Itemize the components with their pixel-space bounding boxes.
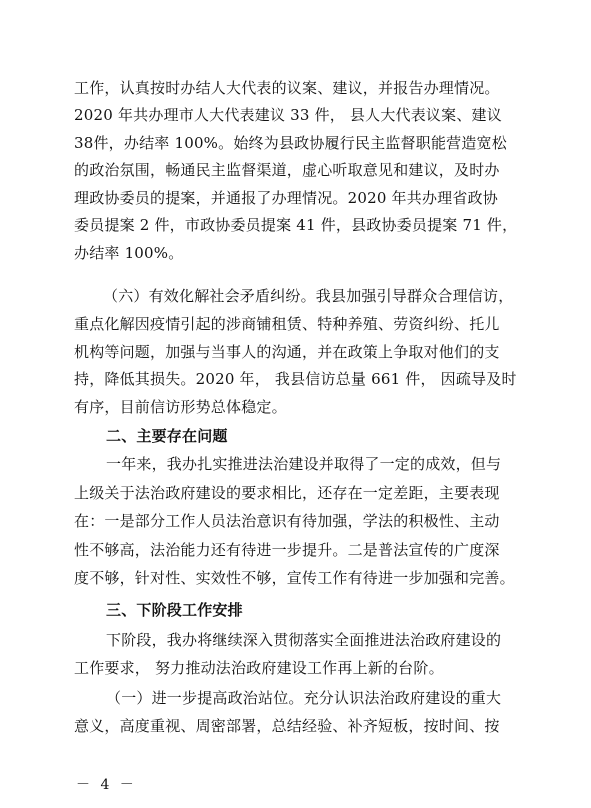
body-text-line: 2020 年共办理市人大代表建议 33 件， 县人大代表议案、建议 <box>74 106 502 124</box>
body-text-line: 38件，办结率 100%。始终为县政协履行民主监督职能营造宽松 <box>74 134 507 152</box>
body-text-line: 上级关于法治政府建设的要求相比，还存在一定差距，主要表现 <box>74 484 500 502</box>
body-text-line: 度不够，针对性、实效性不够，宣传工作有待进一步加强和完善。 <box>74 569 515 587</box>
body-text-line: 有序，目前信访形势总体稳定。 <box>74 398 287 416</box>
body-text-line: 理政协委员的提案，并通报了办理情况。2020 年共办理省政协 <box>74 189 498 207</box>
body-text-line: 工作要求， 努力推动法治政府建设工作再上新的台阶。 <box>74 659 444 677</box>
body-text-line: 性不够高，法治能力还有待进一步提升。二是普法宣传的广度深 <box>74 541 500 559</box>
body-text-line: 的政治氛围，畅通民主监督渠道，虚心听取意见和建议，及时办 <box>74 161 500 179</box>
body-text-line: 重点化解因疫情引起的涉商铺租赁、特种养殖、劳资纠纷、托儿 <box>74 315 500 333</box>
section-heading: 二、主要存在问题 <box>106 427 228 445</box>
body-text-line: 在：一是部分工作人员法治意识有待加强，学法的积极性、主动 <box>74 512 500 530</box>
page-number: － 4 － <box>76 777 137 793</box>
body-text-line: 一年来，我办扎实推进法治建设并取得了一定的成效，但与 <box>106 455 502 473</box>
body-text-line: 下阶段，我办将继续深入贯彻落实全面推进法治政府建设的 <box>106 631 502 649</box>
body-text-line: 意义，高度重视、周密部署，总结经验、补齐短板，按时间、按 <box>74 717 500 735</box>
body-text-line: 工作，认真按时办结人大代表的议案、建议，并报告办理情况。 <box>74 79 500 97</box>
body-text-line: 委员提案 2 件，市政协委员提案 41 件，县政协委员提案 71 件， <box>74 216 518 234</box>
section-heading: 三、下阶段工作安排 <box>106 601 243 619</box>
body-text-line: 机构等问题，加强与当事人的沟通，并在政策上争取对他们的支 <box>74 343 500 361</box>
body-text-line: 持，降低其损失。2020 年， 我县信访总量 661 件， 因疏导及时 <box>74 370 517 388</box>
body-text-line: （六）有效化解社会矛盾纠纷。我县加强引导群众合理信访， <box>103 287 514 305</box>
body-text-line: 办结率 100%。 <box>74 244 184 262</box>
body-text-line: （一）进一步提高政治站位。充分认识法治政府建设的重大 <box>106 689 502 707</box>
